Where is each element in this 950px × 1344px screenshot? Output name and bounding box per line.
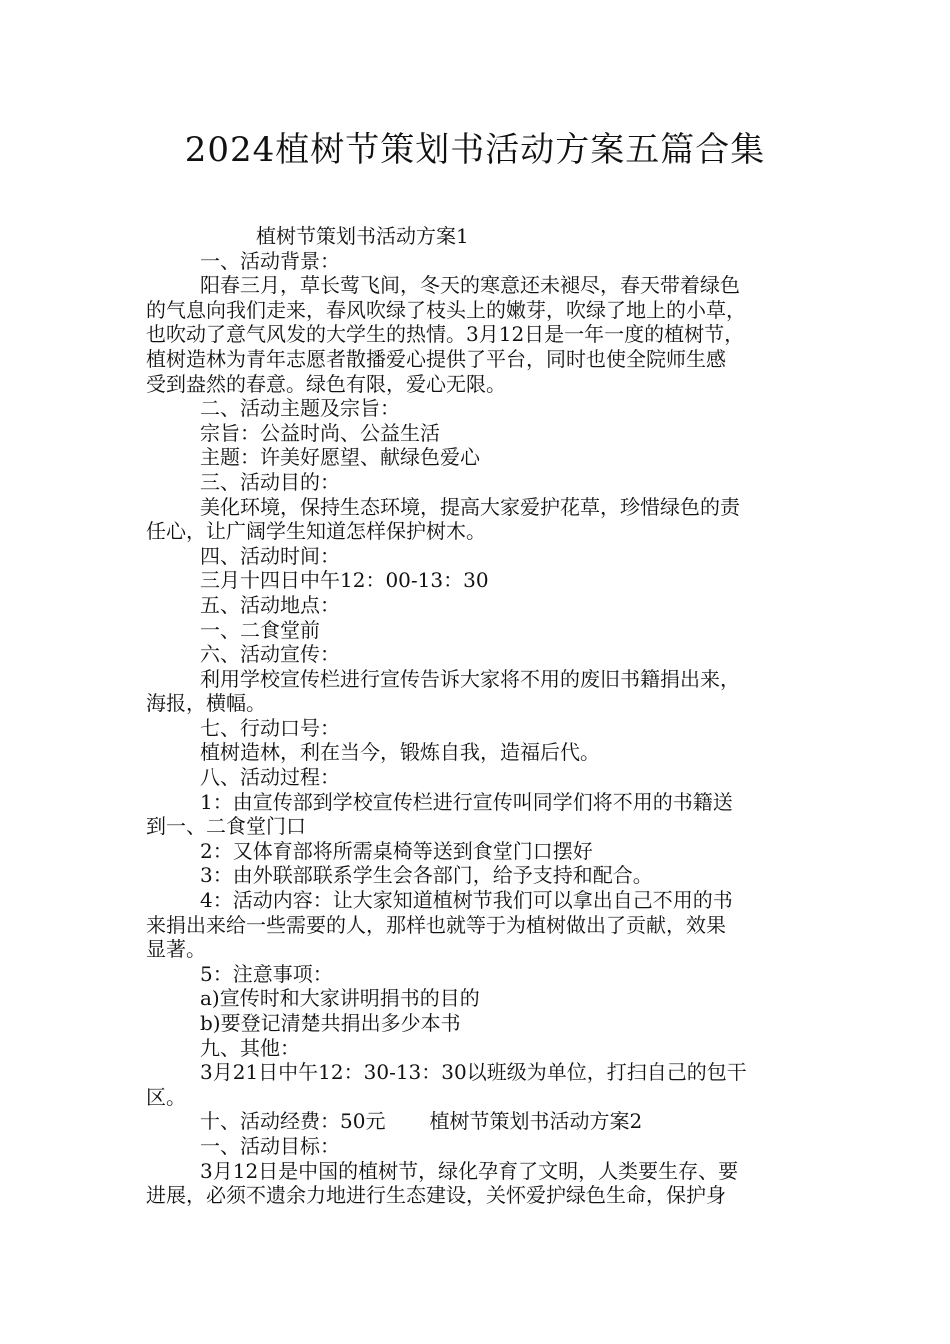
text-line-content: 植树造林，利在当今，锻炼自我，造福后代。 <box>200 740 600 765</box>
text-line <box>146 790 810 815</box>
text-line <box>146 396 810 421</box>
text-line <box>146 495 810 520</box>
text-line-content: 3月12日是中国的植树节，绿化孕育了文明，人类要生存、要 <box>200 1158 739 1183</box>
text-line-content: 的气息向我们走来，春风吹绿了枝头上的嫩芽，吹绿了地上的小草， <box>146 297 746 322</box>
text-line <box>146 937 810 962</box>
text-line <box>146 445 810 470</box>
text-line-content: 进展，必须不遗余力地进行生态建设，关怀爱护绿色生命，保护身 <box>146 1183 726 1208</box>
text-line-content: 3：由外联部联系学生会各部门，给予支持和配合。 <box>200 863 653 888</box>
text-line-content: b)要登记清楚共捐出多少本书 <box>200 1011 461 1035</box>
text-line-content: 2：又体育部将所需桌椅等送到食堂门口摆好 <box>200 838 593 863</box>
text-line-content: 宗旨：公益时尚、公益生活 <box>200 420 440 445</box>
text-line-content: 受到盎然的春意。绿色有限，爱心无限。 <box>146 371 506 396</box>
text-line-content: 4：活动内容：让大家知道植树节我们可以拿出自己不用的书 <box>200 888 733 913</box>
text-line-content: 植树节策划书活动方案1 <box>256 224 469 248</box>
text-line <box>146 863 810 888</box>
text-line <box>146 1183 810 1208</box>
text-line-content: 一、二食堂前 <box>200 617 320 642</box>
text-line-content: 植树造林为青年志愿者散播爱心提供了平台，同时也使全院师生感 <box>146 346 726 371</box>
section-heading-inline: 植树节策划书活动方案2 <box>429 1109 643 1134</box>
text-line-content: 3月21日中午12：30-13：30以班级为单位，打扫自己的包干 <box>200 1060 747 1085</box>
text-line <box>146 765 810 790</box>
document-body <box>146 224 810 1208</box>
text-line <box>146 593 810 618</box>
text-line-content: 阳春三月，草长莺飞间，冬天的寒意还未褪尽，春天带着绿色 <box>200 273 740 298</box>
text-line <box>146 839 810 864</box>
text-line-content: 一、活动目标： <box>200 1133 340 1158</box>
text-line <box>146 544 810 569</box>
text-line <box>146 421 810 446</box>
text-line-content: 三月十四日中午12：00-13：30 <box>200 568 489 593</box>
text-line <box>146 642 810 667</box>
text-line <box>146 691 810 716</box>
text-line <box>146 740 810 765</box>
text-line <box>146 814 810 839</box>
text-line <box>146 1159 810 1184</box>
text-line <box>146 888 810 913</box>
text-line-content: 也吹动了意气风发的大学生的热情。3月12日是一年一度的植树节， <box>146 322 745 347</box>
text-line-content: 六、活动宣传： <box>200 642 340 667</box>
text-line-content: 一、活动背景： <box>200 248 340 273</box>
text-line-content: 来捐出来给一些需要的人，那样也就等于为植树做出了贡献，效果 <box>146 912 726 937</box>
text-line-content: 七、行动口号： <box>200 715 340 740</box>
text-line <box>146 1109 810 1134</box>
text-line <box>146 298 810 323</box>
text-line <box>146 618 810 643</box>
text-line <box>146 1134 810 1159</box>
text-line-content: 四、活动时间： <box>200 543 340 568</box>
text-line-content: 区。 <box>146 1084 186 1109</box>
text-line-content: 主题：许美好愿望、献绿色爱心 <box>200 445 480 470</box>
text-line <box>146 1060 810 1085</box>
text-line <box>146 519 810 544</box>
text-line-content: 美化环境，保持生态环境，提高大家爱护花草，珍惜绿色的责 <box>200 494 740 519</box>
text-line-content: a)宣传时和大家讲明捐书的目的 <box>200 986 480 1011</box>
text-line-content: 三、活动目的： <box>200 469 340 494</box>
text-line-content: 五、活动地点： <box>200 592 340 617</box>
text-line <box>146 372 810 397</box>
text-line-content: 5：注意事项： <box>200 961 333 986</box>
text-line <box>146 470 810 495</box>
text-line <box>146 273 810 298</box>
text-line <box>146 347 810 372</box>
text-line-content: 八、活动过程： <box>200 765 340 790</box>
text-line <box>146 962 810 987</box>
text-line <box>146 1085 810 1110</box>
text-line <box>146 986 810 1011</box>
text-line-content: 任心，让广阔学生知道怎样保护树木。 <box>146 519 486 544</box>
text-line <box>146 1036 810 1061</box>
text-line-content: 1：由宣传部到学校宣传栏进行宣传叫同学们将不用的书籍送 <box>200 789 733 814</box>
text-line-content: 二、活动主题及宗旨： <box>200 396 400 421</box>
text-line-content: 显著。 <box>146 937 206 962</box>
text-line <box>146 913 810 938</box>
text-line-content: 十、活动经费：50元 <box>200 1109 386 1134</box>
document-title: 2024植树节策划书活动方案五篇合集 <box>184 130 766 170</box>
text-line <box>146 1011 810 1036</box>
text-line <box>146 322 810 347</box>
text-line-content: 到一、二食堂门口 <box>146 814 306 839</box>
text-line-content: 利用学校宣传栏进行宣传告诉大家将不用的废旧书籍捐出来， <box>200 666 740 691</box>
text-line <box>146 568 810 593</box>
text-line-content: 海报，横幅。 <box>146 691 266 716</box>
text-line <box>146 249 810 274</box>
text-line <box>146 716 810 741</box>
text-line-content: 九、其他： <box>200 1035 300 1060</box>
text-line <box>146 224 810 249</box>
text-line <box>146 667 810 692</box>
